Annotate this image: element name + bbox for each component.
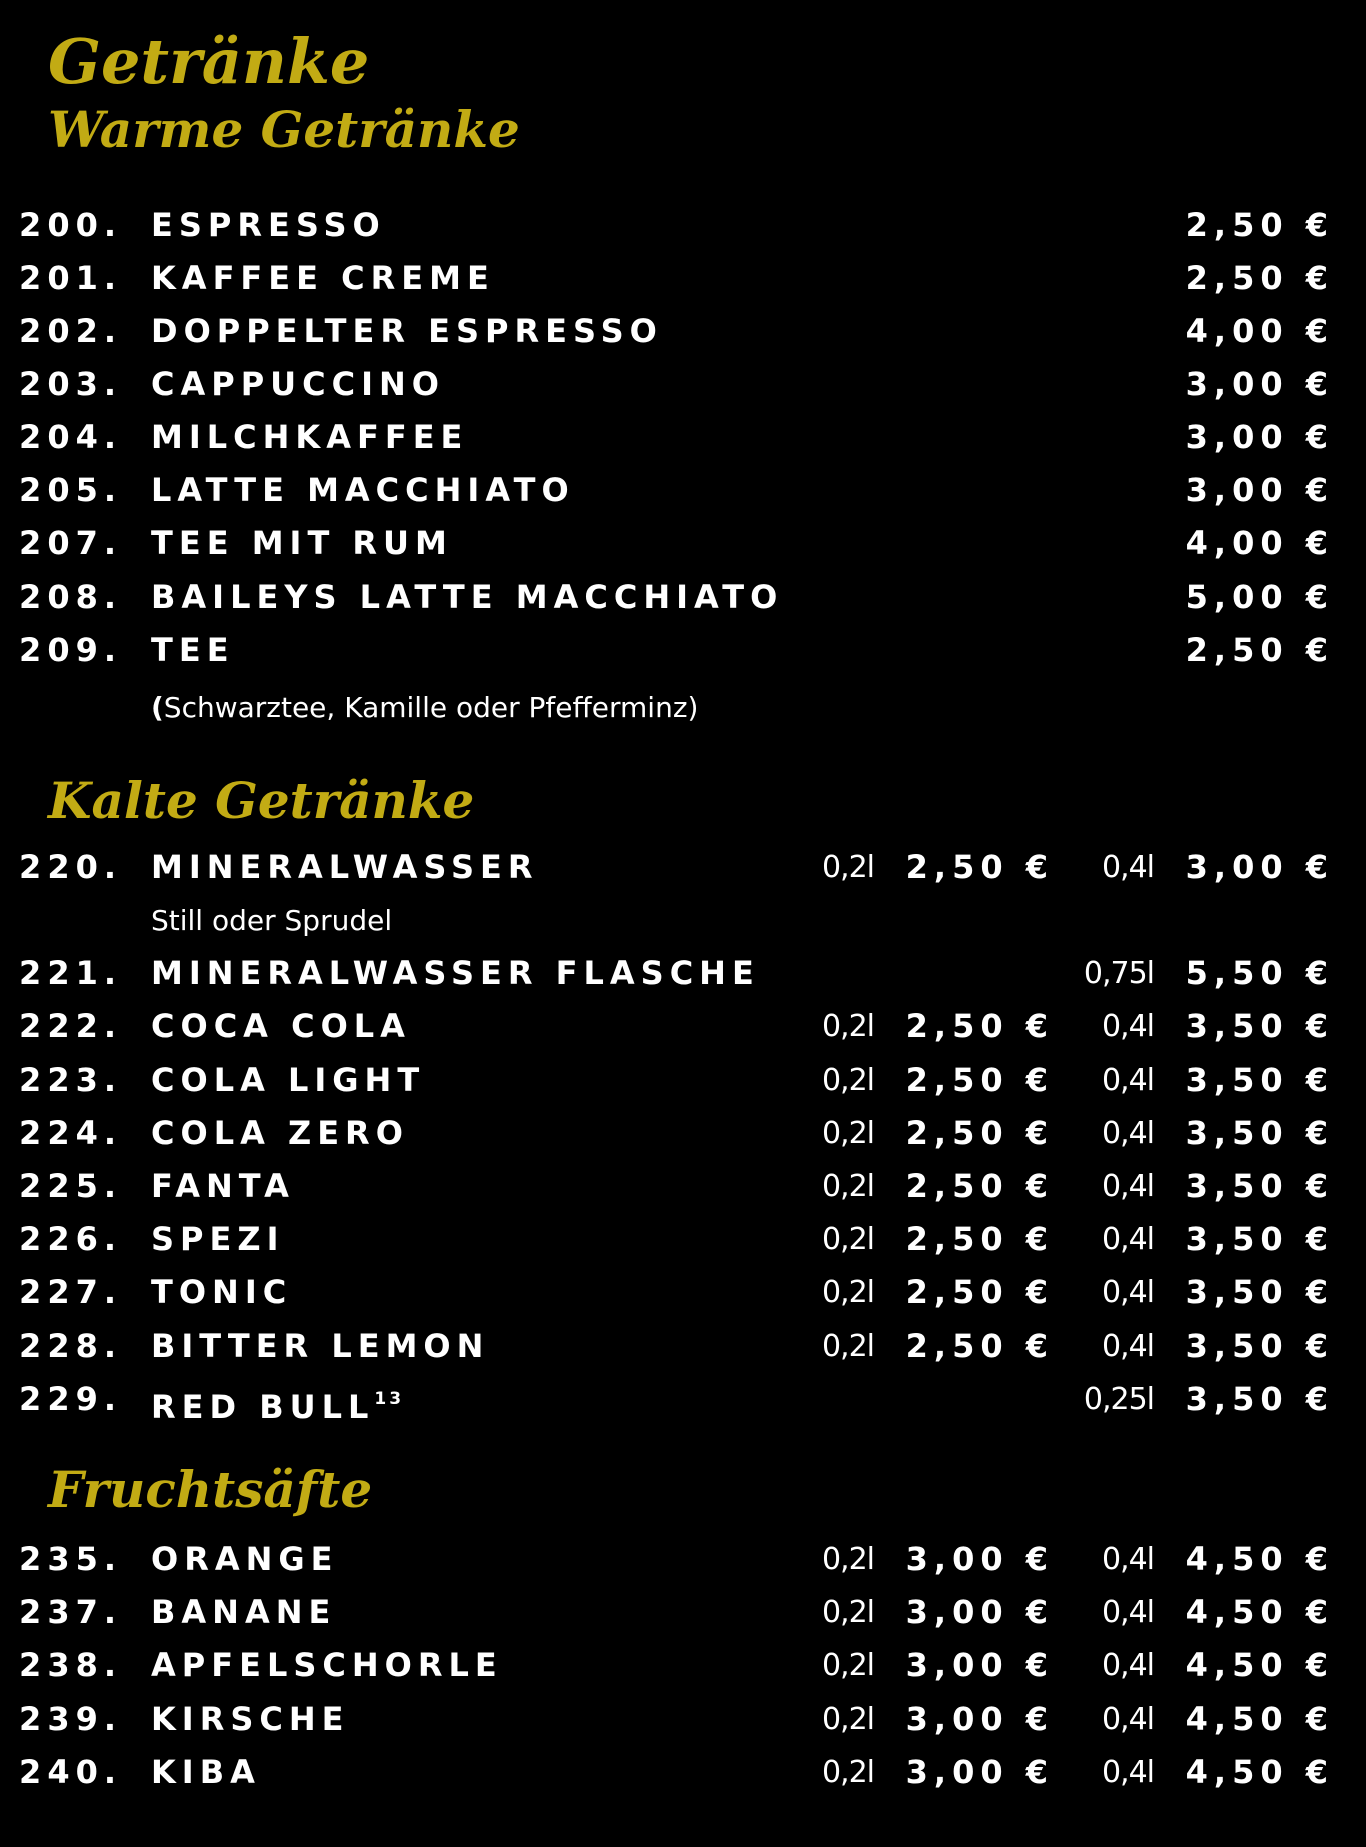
item-price-large: 4,50 € (1185, 1700, 1334, 1738)
item-number: 205. (19, 471, 122, 509)
item-price-large: 3,50 € (1185, 1273, 1334, 1311)
item-volume-small: 0,2l (821, 1222, 874, 1257)
menu-item-red-bull (0, 1373, 1366, 1426)
menu-item-latte-macchiato (0, 464, 1366, 517)
item-number: 239. (19, 1700, 122, 1738)
item-name: COLA LIGHT (151, 1061, 426, 1099)
item-name: KAFFEE CREME (151, 259, 495, 297)
menu-item-kirsche (0, 1693, 1366, 1746)
item-price-small: 3,00 € (905, 1646, 1054, 1684)
menu-item-fanta (0, 1160, 1366, 1213)
tea-note-text: Schwarztee, Kamille oder Pfefferminz) (163, 691, 699, 724)
menu-item-cappuccino (0, 358, 1366, 411)
section-title-warm: Warme Getränke (48, 100, 520, 159)
menu-item-apfelschorle (0, 1639, 1366, 1692)
item-name: BANANE (151, 1593, 337, 1631)
item-volume-large: 0,75l (1083, 956, 1154, 991)
item-number: 225. (19, 1167, 122, 1205)
item-price: 5,00 € (1185, 578, 1334, 616)
item-name: TONIC (151, 1273, 293, 1311)
item-name: LATTE MACCHIATO (151, 471, 575, 509)
item-price: 2,50 € (1185, 206, 1334, 244)
item-number: 226. (19, 1220, 122, 1258)
item-price-small: 3,00 € (905, 1700, 1054, 1738)
item-number: 228. (19, 1327, 122, 1365)
item-name: BITTER LEMON (151, 1327, 490, 1365)
item-name: MINERALWASSER FLASCHE (151, 954, 760, 992)
item-price-large: 3,50 € (1185, 1327, 1334, 1365)
item-name: COLA ZERO (151, 1114, 409, 1152)
item-price: 4,00 € (1185, 524, 1334, 562)
item-volume-small: 0,2l (821, 1169, 874, 1204)
menu-item-tee (0, 624, 1366, 677)
item-number: 229. (19, 1380, 122, 1418)
item-name: MINERALWASSER (151, 848, 539, 886)
item-price-small: 3,00 € (905, 1753, 1054, 1791)
item-number: 208. (19, 578, 122, 616)
item-volume-small: 0,2l (821, 1595, 874, 1630)
item-name: KIBA (151, 1753, 261, 1791)
menu-item-spezi (0, 1213, 1366, 1266)
page-title: Getränke (48, 25, 370, 98)
item-price-large: 3,50 € (1185, 1167, 1334, 1205)
menu-item-espresso (0, 199, 1366, 252)
section-title-cold: Kalte Getränke (48, 771, 475, 830)
item-price-large: 3,00 € (1185, 848, 1334, 886)
item-volume-large: 0,4l (1101, 1275, 1154, 1310)
item-volume-small: 0,2l (821, 1063, 874, 1098)
item-price-large: 3,50 € (1185, 1380, 1334, 1418)
item-number: 201. (19, 259, 122, 297)
item-name: KIRSCHE (151, 1700, 350, 1738)
item-number: 223. (19, 1061, 122, 1099)
item-volume-large: 0,4l (1101, 1329, 1154, 1364)
item-number: 240. (19, 1753, 122, 1791)
item-name: SPEZI (151, 1220, 285, 1258)
item-price-small: 2,50 € (905, 1114, 1054, 1152)
menu-item-kiba (0, 1746, 1366, 1799)
item-price-large: 3,50 € (1185, 1220, 1334, 1258)
item-volume-small: 0,2l (821, 1702, 874, 1737)
item-number: 235. (19, 1540, 122, 1578)
item-price-large: 4,50 € (1185, 1753, 1334, 1791)
item-price-large: 4,50 € (1185, 1540, 1334, 1578)
item-name: FANTA (151, 1167, 295, 1205)
item-price-small: 2,50 € (905, 1327, 1054, 1365)
item-number: 202. (19, 312, 122, 350)
item-volume-large: 0,4l (1101, 1222, 1154, 1257)
item-number: 237. (19, 1593, 122, 1631)
item-volume-small: 0,2l (821, 1116, 874, 1151)
item-volume-small: 0,2l (821, 1542, 874, 1577)
item-volume-large: 0,25l (1083, 1382, 1154, 1417)
item-name: COCA COLA (151, 1007, 411, 1045)
item-number: 227. (19, 1273, 122, 1311)
item-number: 207. (19, 524, 122, 562)
item-name: CAPPUCCINO (151, 365, 445, 403)
menu-item-mineralwasser-flasche (0, 947, 1366, 1000)
item-number: 238. (19, 1646, 122, 1684)
item-price-small: 2,50 € (905, 1220, 1054, 1258)
item-number: 224. (19, 1114, 122, 1152)
item-price: 4,00 € (1185, 312, 1334, 350)
item-volume-small: 0,2l (821, 850, 874, 885)
item-number: 222. (19, 1007, 122, 1045)
item-price-large: 4,50 € (1185, 1646, 1334, 1684)
item-volume-small: 0,2l (821, 1329, 874, 1364)
item-price-large: 3,50 € (1185, 1114, 1334, 1152)
item-price-large: 4,50 € (1185, 1593, 1334, 1631)
item-name: TEE MIT RUM (151, 524, 453, 562)
item-number: 209. (19, 631, 122, 669)
item-number: 221. (19, 954, 122, 992)
item-number: 220. (19, 848, 122, 886)
item-name: TEE (151, 631, 235, 669)
item-volume-small: 0,2l (821, 1755, 874, 1790)
menu-item-tonic (0, 1266, 1366, 1319)
allergen-superscript: 13 (374, 1389, 405, 1409)
item-volume-large: 0,4l (1101, 1116, 1154, 1151)
item-volume-large: 0,4l (1101, 1648, 1154, 1683)
item-volume-small: 0,2l (821, 1009, 874, 1044)
menu-item-milchkaffee (0, 411, 1366, 464)
item-price-large: 3,50 € (1185, 1061, 1334, 1099)
item-name: DOPPELTER ESPRESSO (151, 312, 663, 350)
item-price-large: 5,50 € (1185, 954, 1334, 992)
menu-item-bitter-lemon (0, 1320, 1366, 1373)
menu-item-cola-light (0, 1054, 1366, 1107)
menu-item-coca-cola (0, 1000, 1366, 1053)
item-name-text: RED BULL (151, 1388, 375, 1426)
item-number: 204. (19, 418, 122, 456)
item-price-small: 2,50 € (905, 1007, 1054, 1045)
item-price-small: 2,50 € (905, 1273, 1054, 1311)
menu-item-kaffee-creme (0, 252, 1366, 305)
item-volume-small: 0,2l (821, 1275, 874, 1310)
item-price: 3,00 € (1185, 418, 1334, 456)
item-number: 203. (19, 365, 122, 403)
item-price: 2,50 € (1185, 631, 1334, 669)
menu-item-doppelter-espresso (0, 305, 1366, 358)
menu-item-banane (0, 1586, 1366, 1639)
item-volume-small: 0,2l (821, 1648, 874, 1683)
water-note: Still oder Sprudel (151, 904, 393, 937)
item-price-small: 3,00 € (905, 1540, 1054, 1578)
item-volume-large: 0,4l (1101, 1063, 1154, 1098)
item-name: ORANGE (151, 1540, 339, 1578)
item-price: 3,00 € (1185, 365, 1334, 403)
menu-item-baileys-latte-macchiato (0, 571, 1366, 624)
item-price: 3,00 € (1185, 471, 1334, 509)
item-name: MILCHKAFFEE (151, 418, 469, 456)
menu-item-cola-zero (0, 1107, 1366, 1160)
item-price-small: 2,50 € (905, 1167, 1054, 1205)
tea-note (151, 681, 698, 734)
item-volume-large: 0,4l (1101, 1755, 1154, 1790)
item-volume-large: 0,4l (1101, 1009, 1154, 1044)
section-title-juice: Fruchtsäfte (48, 1460, 373, 1519)
item-price: 2,50 € (1185, 259, 1334, 297)
item-name: APFELSCHORLE (151, 1646, 503, 1684)
item-number: 200. (19, 206, 122, 244)
item-volume-large: 0,4l (1101, 1542, 1154, 1577)
item-volume-large: 0,4l (1101, 1595, 1154, 1630)
item-name: BAILEYS LATTE MACCHIATO (151, 578, 784, 616)
item-name: ESPRESSO (151, 206, 386, 244)
item-price-large: 3,50 € (1185, 1007, 1334, 1045)
tea-note-paren: ( (151, 691, 164, 724)
item-price-small: 2,50 € (905, 1061, 1054, 1099)
item-name (151, 1373, 404, 1426)
item-price-small: 3,00 € (905, 1593, 1054, 1631)
item-volume-large: 0,4l (1101, 850, 1154, 885)
menu-item-mineralwasser (0, 841, 1366, 894)
item-price-small: 2,50 € (905, 848, 1054, 886)
item-volume-large: 0,4l (1101, 1702, 1154, 1737)
menu-item-tee-mit-rum (0, 517, 1366, 570)
item-volume-large: 0,4l (1101, 1169, 1154, 1204)
menu-item-orange (0, 1533, 1366, 1586)
